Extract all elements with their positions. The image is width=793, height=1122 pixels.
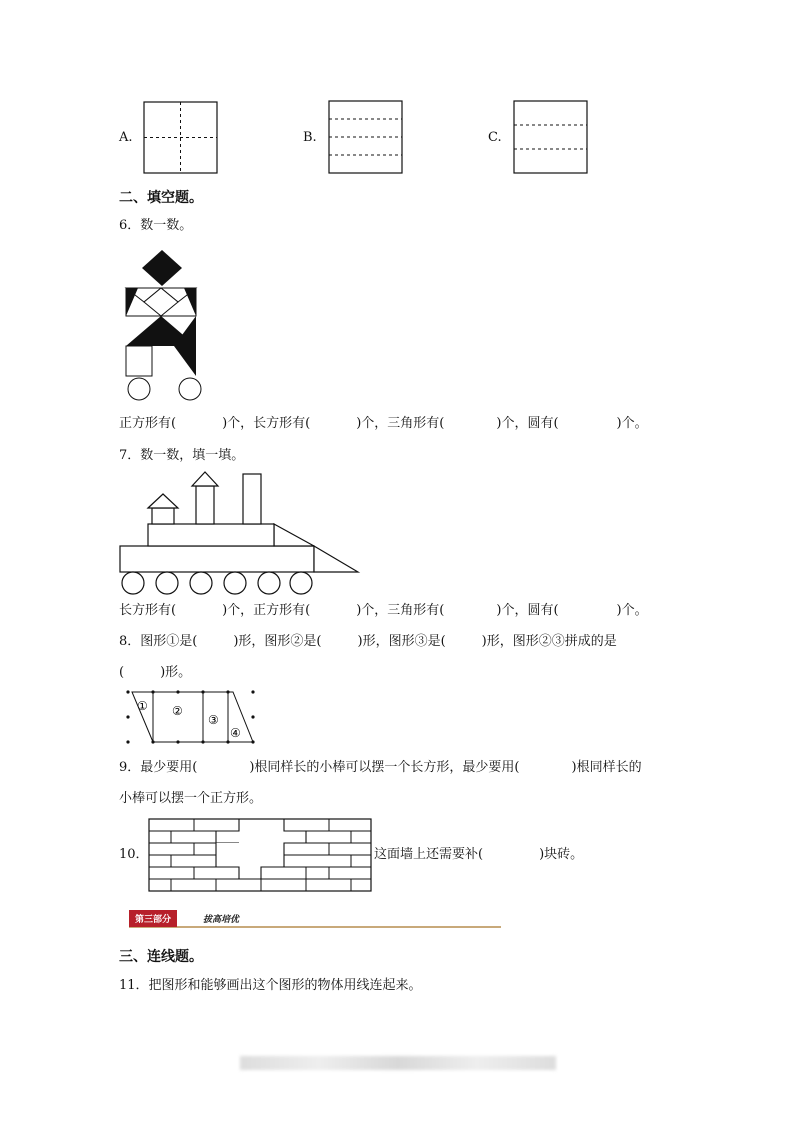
- q10-brick-wall-figure: [148, 818, 373, 893]
- q6-text-3: )个，三角形有(: [356, 416, 445, 431]
- q8-text-5: (: [119, 665, 125, 680]
- q7-answer-line: [119, 602, 648, 620]
- q7-text-1: 长方形有(: [119, 603, 177, 618]
- q8-label-1: ①: [137, 699, 148, 713]
- option-a-figure: [143, 101, 219, 175]
- q8-text-6: )形。: [160, 665, 192, 680]
- q6-text-2: )个，长方形有(: [222, 416, 311, 431]
- q7-text-3: )个，三角形有(: [356, 603, 445, 618]
- section-3-title: 三、连线题。: [119, 949, 203, 965]
- q6-prompt: 6．数一数。: [119, 218, 193, 233]
- q7-text-4: )个，圆有(: [496, 603, 559, 618]
- q8-text-4: )形，图形②③拼成的是: [481, 634, 617, 649]
- q9-text-3: )根同样长的: [571, 760, 642, 775]
- q6-answer-line: [119, 415, 648, 433]
- q7-prompt: 7．数一数，填一填。: [119, 448, 245, 463]
- option-c-label: C.: [488, 130, 502, 145]
- q8-line-2: [119, 664, 191, 682]
- option-c-figure: [513, 100, 589, 175]
- q7-train-figure: [118, 470, 362, 598]
- q6-text-1: 正方形有(: [119, 416, 177, 431]
- q8-dot-grid-figure: [120, 686, 265, 748]
- q9-text-1: 9．最少要用(: [119, 760, 198, 775]
- q10-text-1: 这面墙上还需要补(: [374, 847, 484, 862]
- footer-watermark: [240, 1056, 556, 1070]
- option-a-label: A.: [119, 130, 133, 145]
- q6-text-5: )个。: [616, 416, 648, 431]
- q10-text-2: )块砖。: [539, 847, 584, 862]
- q7-text-2: )个，正方形有(: [222, 603, 311, 618]
- section-2-title: 二、填空题。: [119, 190, 203, 206]
- q8-line-1: [119, 633, 617, 651]
- q10-text: [374, 846, 583, 864]
- option-b-figure: [328, 100, 404, 175]
- q8-label-4: ④: [230, 726, 241, 740]
- part-3-banner: [129, 910, 501, 928]
- q8-label-2: ②: [172, 704, 183, 718]
- q8-label-3: ③: [208, 713, 219, 727]
- q8-text-3: )形，图形③是(: [357, 634, 446, 649]
- q9-line-2: 小棒可以摆一个正方形。: [119, 791, 263, 806]
- q8-text-2: )形，图形②是(: [233, 634, 322, 649]
- q9-text-2: )根同样长的小棒可以摆一个长方形，最少要用(: [249, 760, 520, 775]
- q8-text-1: 8．图形①是(: [119, 634, 198, 649]
- q11-prompt: 11．把图形和能够画出这个图形的物体用线连起来。: [119, 978, 422, 993]
- option-b-label: B.: [303, 130, 317, 145]
- part-3-subtitle: 拔高培优: [203, 915, 240, 925]
- q7-text-5: )个。: [616, 603, 648, 618]
- part-3-label: 第三部分: [129, 910, 177, 927]
- q6-tangram-figure: [118, 248, 214, 404]
- q10-number: 10．: [119, 847, 149, 862]
- q9-line-1: [119, 759, 642, 777]
- q6-text-4: )个，圆有(: [496, 416, 559, 431]
